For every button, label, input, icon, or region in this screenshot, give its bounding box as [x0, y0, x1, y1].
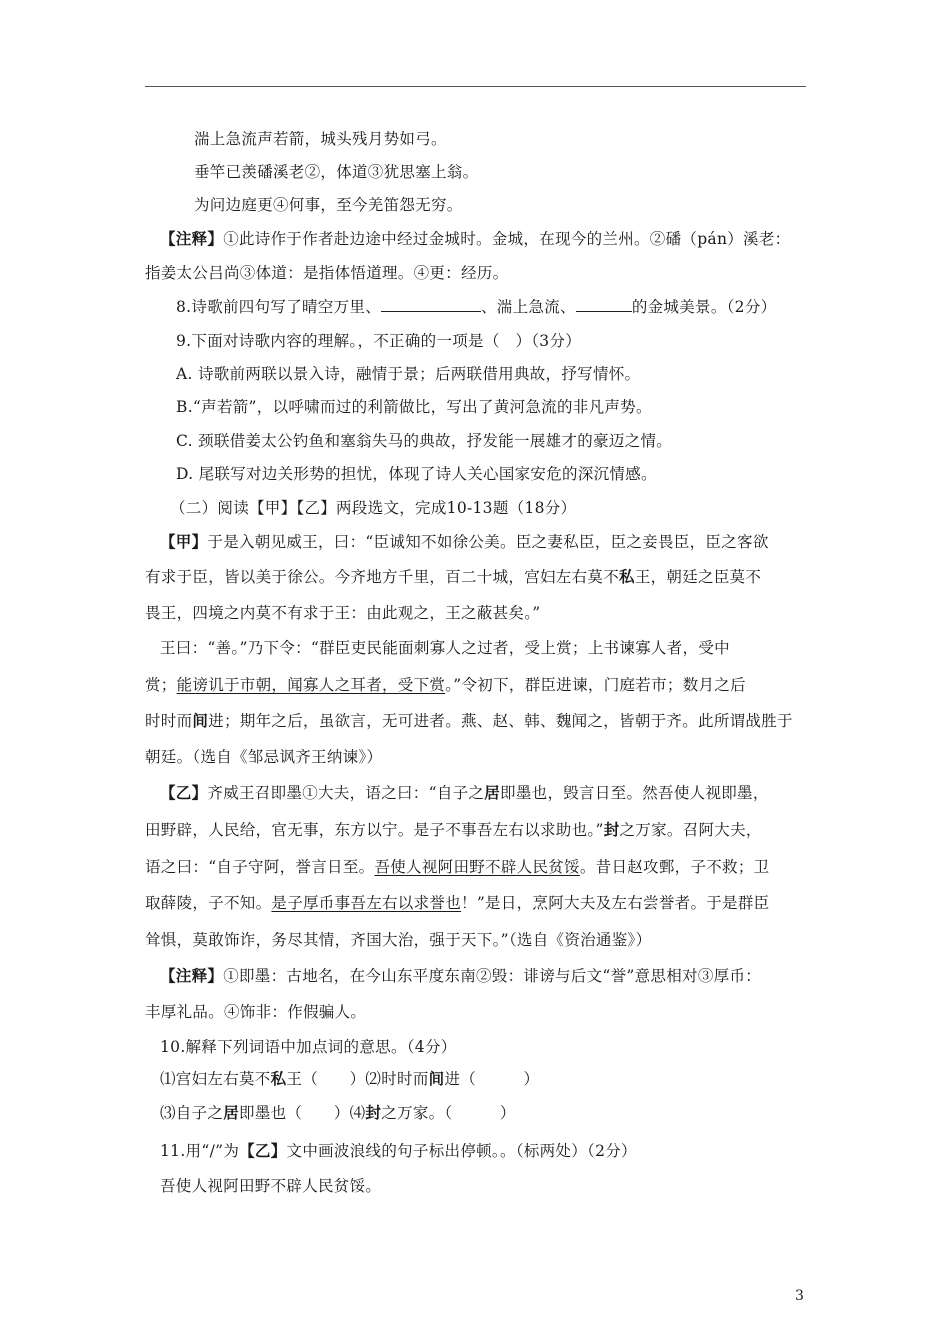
question-8: [176, 297, 776, 317]
underlined-sentence-2: 是子厚币事吾左右以求誉也: [271, 894, 462, 912]
jia-line-3: 畏王，四境之内莫不有求于王：由此观之，王之蔽甚矣。”: [145, 604, 541, 622]
dotted-word-ju: 居: [484, 783, 501, 802]
question-9-option-d: D. 尾联写对边关形势的担忧，体现了诗人关心国家安危的深沉情感。: [176, 465, 657, 483]
jia-head: 【甲】: [160, 532, 208, 551]
yi-line-5: 耸惧，莫敢饰诈，务尽其情，齐国大治，强于天下。”（选自《资治通鉴》）: [145, 931, 652, 949]
jia-line-5: 赏；能谤讥于市朝，闻寡人之耳者，受下赏。”令初下，群臣进谏，门庭若市；数月之后: [145, 676, 746, 694]
q8-blank-1[interactable]: [381, 297, 481, 312]
q8-part-a: 8.诗歌前四句写了晴空万里、: [176, 298, 381, 316]
poem-line-2: 垂竿已羡磻溪老②，体道③犹思塞上翁。: [194, 163, 479, 181]
dotted-word-feng: 封: [603, 820, 620, 839]
question-9-stem: 9.下面对诗歌内容的理解。，不正确的一项是（ ）（3分）: [176, 332, 582, 350]
q8-part-c: 的金城美景。（2分）: [631, 298, 777, 316]
jia-line-1: [160, 532, 769, 552]
page-number: 3: [795, 1288, 804, 1304]
jia-text: 于是入朝见威王，曰：“臣诚知不如徐公美。臣之妻私臣，臣之妾畏臣，臣之客欲: [207, 533, 769, 551]
poem-note-line-2: 指姜太公吕尚③体道：是指体悟道理。④更：经历。: [145, 264, 509, 282]
yi-head: 【乙】: [160, 783, 208, 802]
header-rule: [145, 86, 806, 87]
note2-line-2: 丰厚礼品。④饰非：作假骗人。: [145, 1003, 367, 1021]
yi-line-1: 【乙】齐威王召即墨①大夫，语之曰：“自子之居即墨也，毁言日至。然吾使人视即墨，: [160, 783, 769, 802]
poem-line-1: 湍上急流声若箭，城头残月势如弓。: [194, 130, 447, 148]
dotted-word-jian: 间: [192, 711, 209, 730]
poem-line-3: 为问边庭更④何事，至今羌笛怨无穷。: [194, 196, 463, 214]
question-10-stem: 10.解释下列词语中加点词的意思。（4分）: [160, 1038, 457, 1056]
jia-line-4: 王曰：“善。”乃下令：“群臣吏民能面刺寡人之过者，受上赏；上书谏寡人者，受中: [160, 639, 730, 657]
yi-line-3: 语之曰：“自子守阿，誉言日至。吾使人视阿田野不辟人民贫馁。昔日赵攻鄄，子不救；卫: [145, 858, 770, 876]
poem-note-line-1: [160, 229, 790, 249]
jia-line-6: 时时而间进；期年之后，虽欲言，无可进者。燕、赵、韩、魏闻之，皆朝于齐。此所谓战胜于: [145, 711, 793, 730]
note2-line-1: 【注释】①即墨：古地名，在今山东平度东南②毁：诽谤与后文“誉”意思相对③厚币：: [160, 966, 762, 985]
question-10-items-2: ⑶自子之居即墨也（ ）⑷封之万家。（ ）: [160, 1103, 516, 1122]
note-text: ①此诗作于作者赴边途中经过金城时。金城，在现今的兰州。②磻（pán）溪老：: [223, 230, 791, 248]
yi-line-4: 取薛陵，子不知。是子厚币事吾左右以求誉也！”是日，烹阿大夫及左右尝誉者。于是群臣: [145, 894, 770, 912]
q8-part-b: 、湍上急流、: [481, 298, 576, 316]
jia-line-2: 有求于臣，皆以美于徐公。今齐地方千里，百二十城，宫妇左右莫不私王，朝廷之臣莫不: [145, 567, 762, 586]
section-2-heading: （二）阅读【甲】【乙】两段选文，完成10-13题（18分）: [170, 499, 577, 517]
question-9-option-b: B.“声若箭”，以呼啸而过的利箭做比，写出了黄河急流的非凡声势。: [176, 398, 652, 416]
wavy-underlined-sentence: 吾使人视阿田野不辟人民贫馁: [374, 858, 580, 876]
question-9-option-a: A. 诗歌前两联以景入诗，融情于景；后两联借用典故，抒写情怀。: [176, 365, 641, 383]
question-10-items-1: ⑴宫妇左右莫不私王（ ）⑵时时而间进（ ）: [160, 1069, 540, 1088]
note-head: 【注释】: [160, 229, 224, 248]
question-11-stem: 11.用“/”为【乙】文中画波浪线的句子标出停顿。。（标两处）（2分）: [160, 1141, 637, 1160]
question-11-sentence: 吾使人视阿田野不辟人民贫馁。: [160, 1177, 382, 1195]
jia-line-7: 朝廷。（选自《邹忌讽齐王纳谏》）: [145, 748, 383, 766]
q8-blank-2[interactable]: [576, 297, 632, 312]
underlined-sentence: 能谤讥于市朝，闻寡人之耳者，受下赏: [176, 676, 446, 694]
yi-line-2: 田野辟，人民给，官无事，东方以宁。是子不事吾左右以求助也。”封之万家。召阿大夫，: [145, 820, 762, 839]
dotted-word-si: 私: [619, 567, 635, 586]
question-9-option-c: C. 颈联借姜太公钓鱼和塞翁失马的典故，抒发能一展雄才的豪迈之情。: [176, 432, 673, 450]
